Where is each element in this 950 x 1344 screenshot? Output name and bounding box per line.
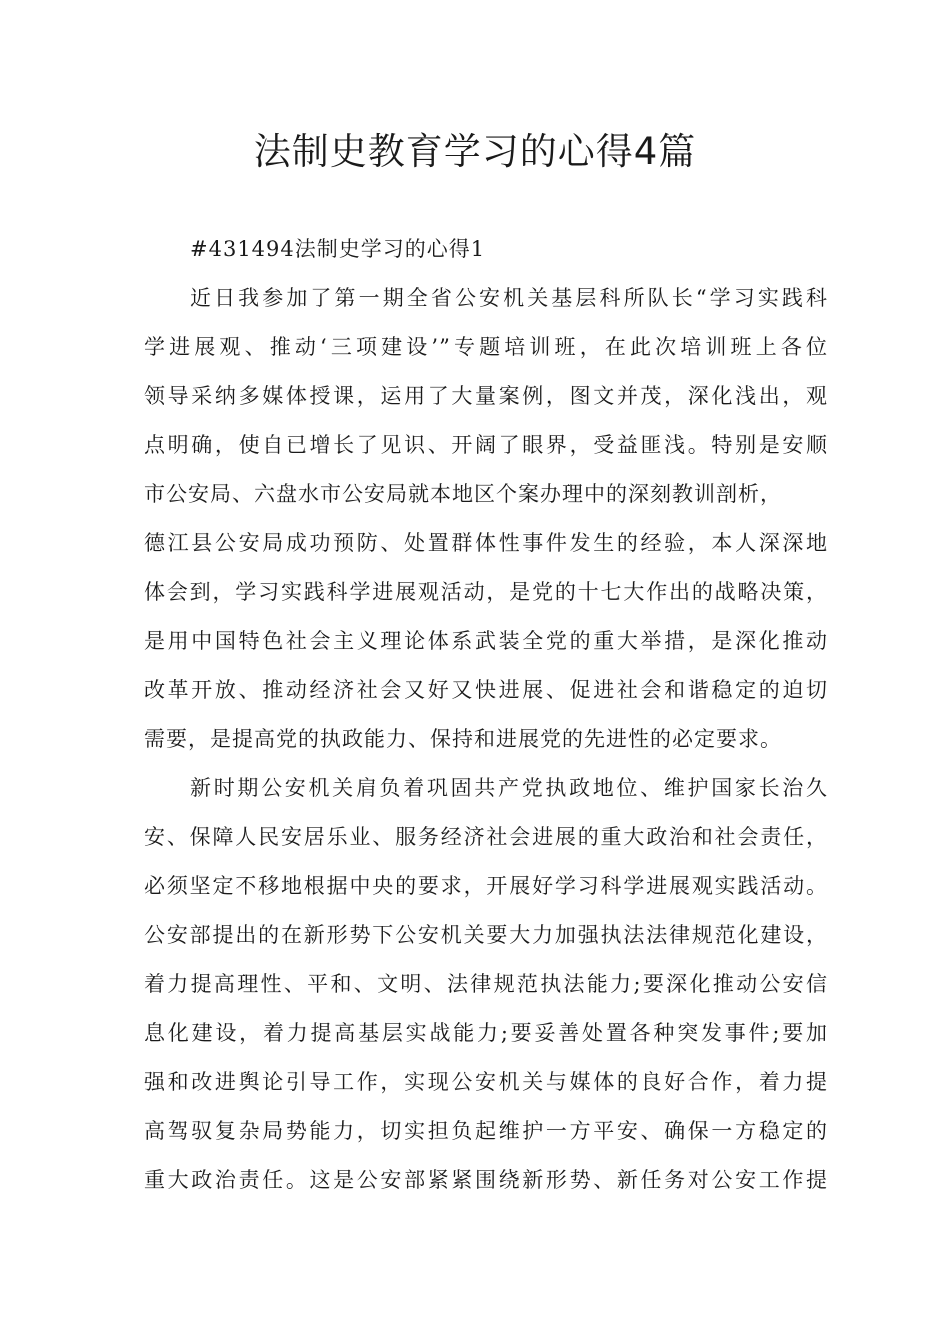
paragraph-line: 重大政治责任。这是公安部紧紧围绕新形势、新任务对公安工作提: [144, 1168, 828, 1192]
paragraph-1: [144, 274, 828, 764]
paragraph-line: 强和改进舆论引导工作，实现公安机关与媒体的良好合作，着力提: [144, 1070, 828, 1094]
paragraph-line: 学进展观、推动‘三项建设’”专题培训班，在此次培训班上各位: [144, 335, 828, 359]
paragraph-line: 改革开放、推动经济社会又好又快进展、促进社会和谐稳定的迫切: [144, 678, 828, 702]
paragraph-line: 德江县公安局成功预防、处置群体性事件发生的经验，本人深深地: [144, 531, 828, 555]
paragraph-line: 是用中国特色社会主义理论体系武装全党的重大举措，是深化推动: [144, 629, 828, 653]
paragraph-2: [144, 764, 828, 1205]
section-heading: #431494法制史学习的心得1: [190, 237, 486, 261]
paragraph-line: 高驾驭复杂局势能力，切实担负起维护一方平安、确保一方稳定的: [144, 1119, 828, 1143]
paragraph-line: 近日我参加了第一期全省公安机关基层科所队长“学习实践科: [190, 286, 828, 310]
paragraph-line: 公安部提出的在新形势下公安机关要大力加强执法法律规范化建设，: [144, 923, 828, 947]
paragraph-line: 必须坚定不移地根据中央的要求，开展好学习科学进展观实践活动。: [144, 874, 828, 898]
paragraph-line: 点明确，使自已增长了见识、开阔了眼界，受益匪浅。特别是安顺: [144, 433, 828, 457]
paragraph-line: 市公安局、六盘水市公安局就本地区个案办理中的深刻教训剖析，: [144, 482, 782, 506]
paragraph-line: 需要，是提高党的执政能力、保持和进展党的先进性的必定要求。: [144, 727, 782, 751]
paragraph-line: 领导采纳多媒体授课，运用了大量案例，图文并茂，深化浅出，观: [144, 384, 828, 408]
paragraph-line: 息化建设，着力提高基层实战能力;要妥善处置各种突发事件;要加: [144, 1021, 828, 1045]
paragraph-line: 安、保障人民安居乐业、服务经济社会进展的重大政治和社会责任，: [144, 825, 828, 849]
paragraph-line: 新时期公安机关肩负着巩固共产党执政地位、维护国家长治久: [190, 776, 828, 800]
paragraph-line: 体会到，学习实践科学进展观活动，是党的十七大作出的战略决策，: [144, 580, 828, 604]
document-body: [144, 225, 828, 1205]
paragraph-line: 着力提高理性、平和、文明、法律规范执法能力;要深化推动公安信: [144, 972, 828, 996]
document-title: 法制史教育学习的心得4篇: [253, 130, 697, 173]
